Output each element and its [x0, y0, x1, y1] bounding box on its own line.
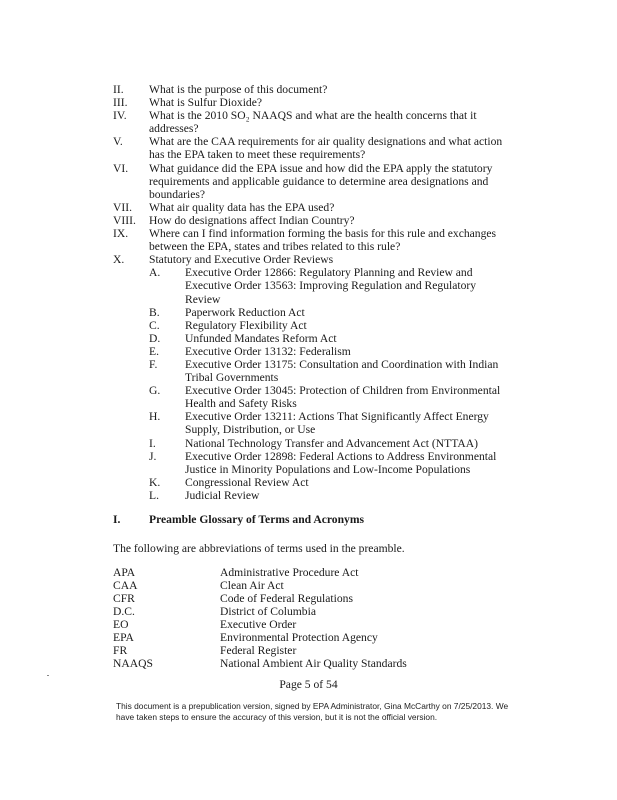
glossary-row: NAAQS National Ambient Air Quality Standards	[113, 657, 407, 670]
toc-subitem: E. Executive Order 13132: Federalism	[149, 344, 351, 358]
section-heading: I. Preamble Glossary of Terms and Acronyms	[113, 513, 365, 526]
toc-subitem: L. Judicial Review	[149, 488, 260, 502]
glossary-row: D.C. District of Columbia	[113, 605, 316, 618]
toc-item: VIII. How do designations affect Indian Country?	[113, 213, 355, 227]
toc-subitem: J. Executive Order 12898: Federal Actions to Address Environmental Justice in Minority Populations and Low-Income Populations	[149, 449, 497, 476]
toc-item: III. What is Sulfur Dioxide?	[113, 96, 263, 110]
glossary-row: CAA Clean Air Act	[113, 579, 284, 592]
glossary-row: FR Federal Register	[113, 644, 297, 657]
glossary-row: APA Administrative Procedure Act	[113, 566, 359, 579]
toc-item: VII. What air quality data has the EPA used?	[113, 200, 335, 214]
prepublication-notice: This document is a prepublication version, signed by EPA Administrator, Gina McCarthy on 7/25/2013. We have taken steps to ensure the accuracy of this version, but it is not the official version.	[116, 701, 509, 722]
toc-item: IX. Where can I find information forming the basis for this rule and exchanges between the EPA, states and tribes related to this rule?	[113, 227, 497, 254]
toc-subitem: F. Executive Order 13175: Consultation and Coordination with Indian Tribal Governments	[149, 357, 499, 385]
toc-item: IV. What is the 2010 SO₂ NAAQS and what are the health concerns that it addresses?	[113, 109, 477, 136]
toc-item: X. Statutory and Executive Order Reviews A. Executive Order 12866: Regulatory Planning and Review and Executive Order 13563: Improving Regulation and Regulatory Review B. Paperwork Reduction Act C. Regulatory Flexibility Act D. Unfunded Mandates Reform Act E. Executive Order 13132: Federalism F. Executive Order 13175: Consultation and Coordination with Indian Tribal Governments G. Executive Order 13045: Protection of Children from Environmental Health and Safety Risks H. Executive Order 13211: Actions That Significantly Affect Energy Supply, Distribution, or Use I. National Technology Transfer and Advancement Act (NTTAA) J. Executive Order 12898: Federal Actions to Address Environmental Justice in Minority Populations and Low-Income Populations K. Congressional Review Act L. Judicial Review	[113, 253, 513, 502]
glossary-row: EPA Environmental Protection Agency	[113, 631, 378, 644]
toc-item: VI. What guidance did the EPA issue and how did the EPA apply the statutory requirements and applicable guidance to determine area designations and boundaries?	[113, 161, 493, 201]
toc-subitem: H. Executive Order 13211: Actions That Significantly Affect Energy Supply, Distribution, or Use	[149, 410, 489, 437]
toc-item: II. What is the purpose of this document?	[113, 83, 328, 96]
toc-item: V. What are the CAA requirements for air quality designations and what action has the EPA taken to meet these requirements?	[113, 135, 503, 162]
toc-subitem: G. Executive Order 13045: Protection of Children from Environmental Health and Safety Risks	[149, 384, 501, 411]
toc-subitem: B. Paperwork Reduction Act	[149, 305, 305, 319]
glossary-row: CFR Code of Federal Regulations	[113, 592, 353, 605]
table-of-contents	[113, 83, 513, 502]
toc-subitem: C. Regulatory Flexibility Act	[149, 318, 307, 332]
glossary-list	[113, 566, 407, 670]
toc-subitem: A. Executive Order 12866: Regulatory Planning and Review and Executive Order 13563: Improving Regulation and Regulatory Review	[149, 266, 477, 306]
toc-subitems	[149, 266, 513, 502]
intro-paragraph: The following are abbreviations of terms used in the preamble.	[113, 542, 405, 555]
toc-subitem: K. Congressional Review Act	[149, 475, 309, 489]
scan-artifact	[47, 675, 49, 676]
glossary-row: EO Executive Order	[113, 618, 297, 631]
toc-subitem: I. National Technology Transfer and Advancement Act (NTTAA)	[149, 436, 478, 450]
page-number: Page 5 of 54	[279, 678, 338, 691]
toc-subitem: D. Unfunded Mandates Reform Act	[149, 331, 337, 345]
